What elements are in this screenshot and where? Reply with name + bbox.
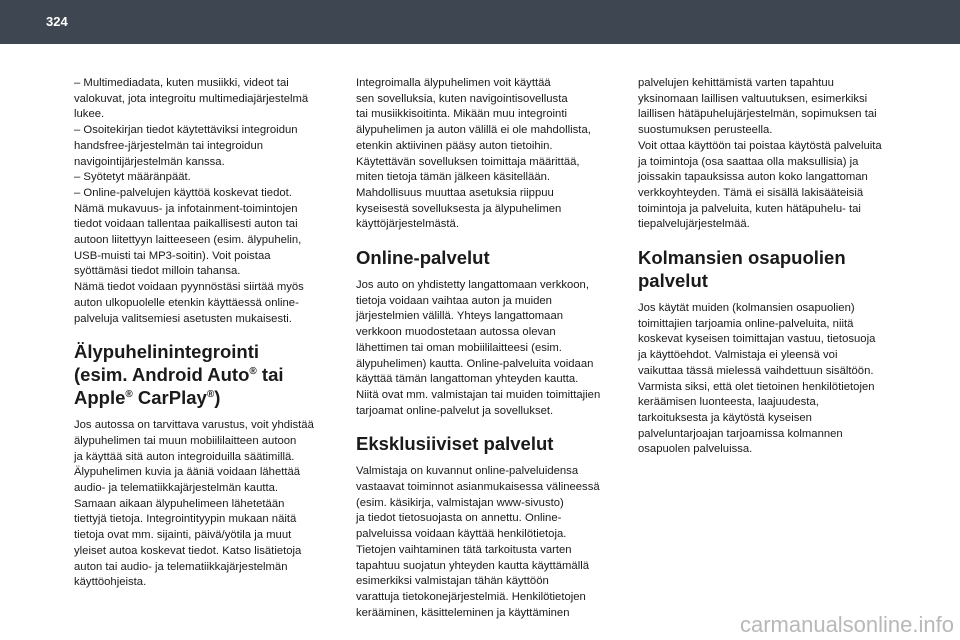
text-line: lähettimen tai oman mobiililaitteesi (esim. xyxy=(356,341,562,354)
text-line: Integroimalla älypuhelimen voit käyttää xyxy=(356,77,551,89)
text-line: toimintoja ja palveluita, kuten hätäpuhelu- tai xyxy=(638,202,861,215)
text-line: tai musiikkisoitinta. Mikään muu integrointi xyxy=(356,108,567,121)
text-line: valokuvat, jota integroitu multimediajärjestelmä xyxy=(74,92,309,105)
registered-mark: ® xyxy=(125,389,133,401)
text-line: laillisen hätäpuhelujärjestelmän, sopimuksen tai xyxy=(638,108,877,121)
text-line: joissakin tapauksissa auton koko langattoman xyxy=(638,171,868,184)
text-line: – Osoitekirjan tiedot käytettäviksi integroidun xyxy=(74,124,298,137)
text-line: Jos autossa on tarvittava varustus, voit yhdistää xyxy=(74,419,314,432)
text-line: sen sovelluksia, kuten navigointisovellusta xyxy=(356,92,568,105)
text-line: Niitä ovat mm. valmistajan tai muiden toimittajien xyxy=(356,388,601,401)
text-line: auton ulkopuolelle etenkin käyttäessä online- xyxy=(74,296,299,309)
paragraph-smartphone-integration xyxy=(74,418,344,591)
paragraph-third-party-services xyxy=(638,301,910,458)
text-line: miten tietoja tämän jälkeen käsitellään. xyxy=(356,171,551,184)
paragraph-online-services xyxy=(356,278,628,419)
page-number: 324 xyxy=(46,14,68,29)
text-line: etenkin aktiivinen pääsy auton tietoihin. xyxy=(356,139,553,152)
text-line: käyttöohjeista. xyxy=(74,576,147,589)
text-line: tiedot voidaan tallentaa paikallisesti auton tai xyxy=(74,218,298,231)
text-line: Nämä tiedot voidaan pyynnöstäsi siirtää myös xyxy=(74,281,304,294)
heading-exclusive-services: Eksklusiiviset palvelut xyxy=(356,433,554,455)
column-2 xyxy=(356,76,628,621)
text-line: yleiset autoa koskevat tiedot. Katso lisätietoja xyxy=(74,544,302,557)
text-line: Varmista siksi, että olet tietoinen henkilötietojen xyxy=(638,380,875,393)
text-line: Voit ottaa käyttöön tai poistaa käytöstä palveluita xyxy=(638,139,882,152)
text-line: palveluissa voidaan käyttää henkilötietoja. xyxy=(356,528,567,541)
text-line: yksinomaan laillisen valtuutuksen, esimerkiksi xyxy=(638,92,868,105)
text-line: – Syötetyt määränpäät. xyxy=(74,171,191,184)
text-line: Jos auto on yhdistetty langattomaan verkkoon, xyxy=(356,279,589,292)
text-line: Älypuhelimen kuvia ja ääniä voidaan lähettää xyxy=(74,466,301,479)
text-line: auton tai audio- ja telematiikkajärjestelmän xyxy=(74,560,288,573)
text-line: Käytettävän sovelluksen toimittaja määrittää, xyxy=(356,155,580,168)
text-line: Samaan aikaan älypuhelimeen lähetetään xyxy=(74,497,285,510)
text-line: syöttämäsi tiedot milloin tahansa. xyxy=(74,265,241,278)
text-line: käyttää tämän langattoman yhteyden kautta. xyxy=(356,373,579,386)
text-line: Tietojen vaihtaminen tätä tarkoitusta varten xyxy=(356,543,572,556)
text-line: audio- ja telematiikkajärjestelmän kautta. xyxy=(74,482,279,495)
text-line: autoon liitettyyn laitteeseen (esim. älypuhelin, xyxy=(74,234,302,247)
text-line: ja tiedot tietosuojasta on annettu. Online- xyxy=(356,512,562,525)
text-line: tietoja ovat mm. sijainti, päivä/yötila ja muut xyxy=(74,529,292,542)
text-line: USB-muisti tai MP3-soitin). Voit poistaa xyxy=(74,249,271,262)
text-line: käyttöjärjestelmästä. xyxy=(356,218,459,231)
column-3 xyxy=(638,76,910,458)
text-line: Mahdollisuus muuttaa asetuksia riippuu xyxy=(356,186,554,199)
text-line: ja käyttöehdot. Valmistaja ei yleensä voi xyxy=(638,349,838,362)
registered-mark: ® xyxy=(206,389,215,401)
text-line: verkkoon muodostetaan autossa olevan xyxy=(356,326,556,339)
heading-online-services: Online-palvelut xyxy=(356,247,490,269)
text-line: vastaavat toiminnot asianmukaisessa välineessä xyxy=(356,481,600,494)
text-line: ja käyttää sitä auton integroiduilla säätimillä. xyxy=(74,450,295,463)
text-line: Valmistaja on kuvannut online-palveluidensa xyxy=(356,465,579,478)
text-line: koskevat kyseisen toimittajan vastuu, tietosuoja xyxy=(638,333,876,346)
text-line: (esim. käsikirja, valmistajan www-sivusto) xyxy=(356,496,564,509)
paragraph-multimedia-data xyxy=(74,76,344,327)
text-line: älypuhelimen tai muun mobiililaitteen autoon xyxy=(74,434,297,447)
text-line: kyseisestä sovelluksesta ja älypuhelimen xyxy=(356,202,562,215)
text-line: Jos käytät muiden (kolmansien osapuolien) xyxy=(638,302,855,315)
paragraph-exclusive-services xyxy=(356,464,628,621)
paragraph-service-development xyxy=(638,76,910,233)
text-line: varattuja tietokonejärjestelmiä. Henkilötietojen xyxy=(356,590,586,603)
text-line: älypuhelimen ja auton välillä ei ole mahdollista, xyxy=(356,124,591,137)
text-line: tarjoamat online-palvelut ja sovellukset. xyxy=(356,404,554,417)
text-line: järjestelmien välillä. Yhteys langattomaan xyxy=(356,310,564,323)
text-line: osapuolen palveluissa. xyxy=(638,443,753,456)
paragraph-integration-apps xyxy=(356,76,628,233)
page-header xyxy=(0,0,960,44)
heading-third-party-services: Kolmansien osapuolien palvelut xyxy=(638,247,846,292)
text-line: handsfree-järjestelmän tai integroidun xyxy=(74,139,264,152)
heading-smartphone-integration: Älypuhelinintegrointi (esim. Android Auto® tai Apple® CarPlay®) xyxy=(74,341,284,409)
text-line: kerääminen, käsitteleminen ja käyttäminen xyxy=(356,606,570,619)
text-line: navigointijärjestelmän kanssa. xyxy=(74,155,225,168)
text-line: tarkoituksesta ja käytöstä kyseisen xyxy=(638,411,812,424)
text-line: palveluja valitsemiesi asetusten mukaisesti. xyxy=(74,312,292,325)
text-line: tiettyjä tietoja. Integrointityypin mukaan näitä xyxy=(74,513,297,526)
watermark[interactable]: carmanualsonline.info xyxy=(739,612,954,637)
text-line: toimittajien tarjoamia online-palveluita, niitä xyxy=(638,317,854,330)
text-line: palveluntarjoajan tarjoamissa kolmannen xyxy=(638,427,843,440)
text-line: älypuhelimen) kautta. Online-palveluita voidaan xyxy=(356,357,594,370)
text-line: palvelujen kehittämistä varten tapahtuu xyxy=(638,77,834,89)
registered-mark: ® xyxy=(249,366,257,378)
text-line: ja toimintoja (osa saattaa olla maksullisia) ja xyxy=(638,155,859,168)
column-1 xyxy=(74,76,344,591)
text-line: tapahtuu suojatun yhteyden kautta käyttämällä xyxy=(356,559,589,572)
text-line: Nämä mukavuus- ja infotainment-toimintojen xyxy=(74,202,298,215)
text-line: keräämisen luonteesta, laajuudesta, xyxy=(638,396,819,409)
text-line: esimerkiksi valmistajan tähän käyttöön xyxy=(356,575,549,588)
text-line: vaikuttaa tässä mielessä vaihdettuun sisältöön. xyxy=(638,364,874,377)
text-line: lukee. xyxy=(74,108,105,121)
text-line: tietoja voidaan vaihtaa auton ja muiden xyxy=(356,294,552,307)
text-line: suostumuksen perusteella. xyxy=(638,124,773,137)
text-line: verkkoyhteyden. Tämä ei sisällä lakisääteisiä xyxy=(638,186,864,199)
text-line: – Online-palvelujen käyttöä koskevat tiedot. xyxy=(74,186,292,199)
text-line: – Multimediadata, kuten musiikki, videot tai xyxy=(74,77,289,89)
text-line: tiepalvelujärjestelmää. xyxy=(638,218,750,231)
